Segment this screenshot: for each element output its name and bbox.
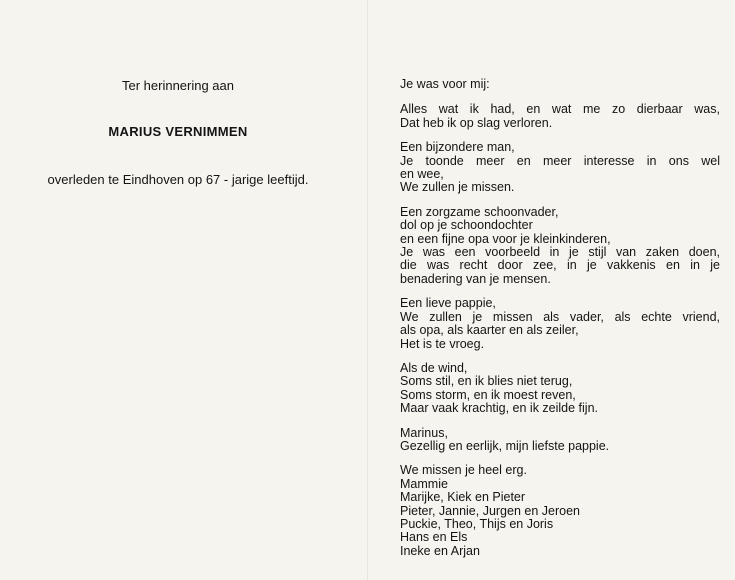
- poem-line: Gezellig en eerlijk, mijn liefste pappie.: [400, 438, 610, 453]
- poem-line: We missen je heel erg.: [400, 463, 527, 478]
- poem-line: Een lieve pappie,: [400, 296, 496, 311]
- poem-line: Een bijzondere man,: [400, 140, 515, 155]
- poem-line: We zullen je missen.: [400, 180, 515, 195]
- poem-line: We zullen je missen als vader, als echte vriend,: [400, 309, 720, 324]
- poem-line: Een zorgzame schoonvader,: [400, 204, 559, 219]
- family-member: Puckie, Theo, Thijs en Joris: [400, 516, 554, 531]
- poem-line: Maar vaak krachtig, en ik zeilde fijn.: [400, 401, 599, 416]
- family-member: Pieter, Jannie, Jurgen en Jeroen: [400, 503, 580, 518]
- death-notice: overleden te Eindhoven op 67 - jarige leeftijd.: [47, 172, 309, 187]
- remembrance-intro: Ter herinnering aan: [121, 78, 235, 93]
- poem-line: dol op je schoondochter: [400, 218, 533, 233]
- family-member: Hans en Els: [400, 530, 468, 545]
- poem-opening: Je was voor mij:: [400, 77, 490, 91]
- poem-stanza-2: [400, 141, 720, 195]
- poem-stanza-1: [400, 103, 720, 130]
- poem-stanza-6: [400, 427, 720, 454]
- poem-line: Dat heb ik op slag verloren.: [400, 115, 553, 130]
- poem-stanza-3: [400, 206, 720, 286]
- poem-line: Je toonde meer en meer interesse in ons wel: [400, 153, 720, 168]
- card-fold: [367, 0, 368, 580]
- poem-stanza-5: [400, 362, 720, 416]
- poem-line: Soms stil, en ik blies niet terug,: [400, 374, 573, 389]
- left-panel: [0, 0, 367, 580]
- deceased-name: MARIUS VERNIMMEN: [108, 124, 248, 139]
- poem-line: Als de wind,: [400, 360, 468, 375]
- poem-line: en een fijne opa voor je kleinkinderen,: [400, 231, 611, 246]
- poem-line: Soms storm, en ik moest reven,: [400, 387, 576, 402]
- poem-line: Alles wat ik had, en wat me zo dierbaar was,: [400, 102, 720, 117]
- poem-panel: [400, 78, 720, 569]
- poem-line: en wee,: [400, 167, 444, 182]
- family-member: Mammie: [400, 476, 448, 491]
- family-member: Marijke, Kiek en Pieter: [400, 490, 526, 505]
- poem-line: die was recht door zee, in je vakkenis en in je: [400, 258, 720, 273]
- poem-line: Het is te vroeg.: [400, 336, 485, 351]
- poem-stanza-7: [400, 464, 720, 558]
- poem-line: als opa, als kaarter en als zeiler,: [400, 323, 579, 338]
- poem-line: Je was een voorbeeld in je stijl van zaken doen,: [400, 245, 720, 260]
- poem-stanza-4: [400, 297, 720, 351]
- poem-line: Marinus,: [400, 425, 448, 440]
- poem-line: benadering van je mensen.: [400, 271, 551, 286]
- family-member: Ineke en Arjan: [400, 543, 480, 558]
